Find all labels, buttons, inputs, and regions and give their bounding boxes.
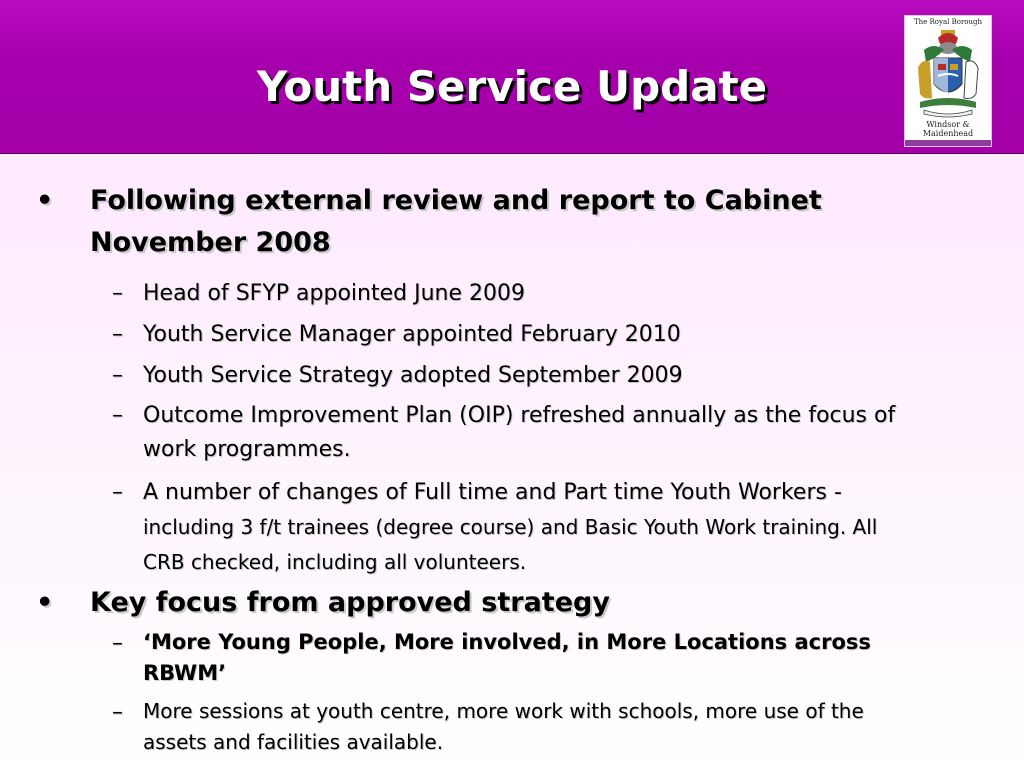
bullet-marker: •: [36, 587, 54, 618]
dash-marker: –: [112, 480, 123, 505]
sub-bullet-line: including 3 f/t trainees (degree course) and Basic Youth Work training. All: [143, 515, 878, 539]
sub-bullet-text: Youth Service Strategy adopted September 2009: [143, 363, 683, 388]
sub-bullet-line: A number of changes of Full time and Part time Youth Workers -: [143, 480, 842, 505]
slide-title: Youth Service Update: [256, 62, 768, 111]
dash-marker: –: [112, 281, 123, 306]
sub-bullet-line: Outcome Improvement Plan (OIP) refreshed annually as the focus of: [143, 403, 896, 428]
dash-marker: –: [112, 403, 123, 428]
slide-header: [0, 0, 1024, 154]
sub-bullet-line: RBWM’: [143, 661, 227, 685]
sub-bullet-line: assets and facilities available.: [143, 730, 444, 754]
bullet-marker: •: [36, 185, 54, 216]
sub-bullet-line: work programmes.: [143, 437, 351, 462]
sub-bullet-text: [143, 399, 1013, 467]
sub-bullet-line: CRB checked, including all volunteers.: [143, 550, 527, 574]
sub-bullet-text: [143, 627, 1013, 689]
sub-bullet-text: [143, 476, 1013, 580]
dash-marker: –: [112, 322, 123, 347]
bullet-text: Key focus from approved strategy: [90, 587, 610, 618]
logo-name-line1: Windsor &: [926, 120, 970, 129]
sub-bullet-text: Head of SFYP appointed June 2009: [143, 281, 525, 306]
sub-bullet-line: ‘More Young People, More involved, in More Locations across: [143, 630, 871, 654]
bullet-text-line: November 2008: [90, 227, 331, 258]
logo-name-line2: Maidenhead: [922, 129, 974, 138]
logo-name: [905, 120, 991, 138]
council-logo: [904, 15, 992, 147]
dash-marker: –: [112, 631, 123, 656]
coat-of-arms-icon: [914, 28, 982, 120]
sub-bullet-text: Youth Service Manager appointed February 2010: [143, 322, 681, 347]
sub-bullet-line: More sessions at youth centre, more work with schools, more use of the: [143, 699, 864, 723]
dash-marker: –: [112, 363, 123, 388]
bullet-text-line: Following external review and report to Cabinet: [90, 185, 822, 216]
dash-marker: –: [112, 700, 123, 725]
bullet-text: [90, 180, 970, 264]
sub-bullet-text: [143, 696, 1013, 758]
logo-band: [905, 140, 991, 146]
logo-top-text: The Royal Borough: [913, 18, 983, 26]
